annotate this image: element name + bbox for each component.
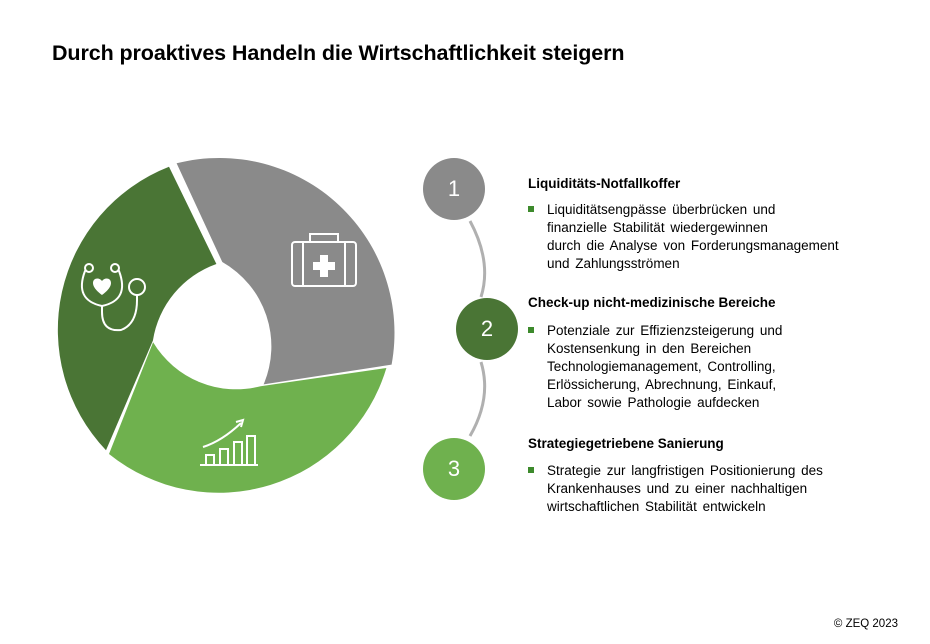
step-2-bullet-line: Labor sowie Pathologie aufdecken	[547, 395, 760, 410]
ring-segment-1	[177, 158, 395, 384]
step-3-number: 3	[447, 456, 461, 481]
page-title: Durch proaktives Handeln die Wirtschaftlichkeit steigern	[52, 41, 625, 65]
connector-arc-1-2	[470, 221, 485, 297]
step-1-title: Liquiditäts-Notfallkoffer	[528, 176, 681, 191]
step-3-bullet-line: Strategie zur langfristigen Positionierung des	[547, 463, 823, 478]
bullet-square-icon	[528, 327, 534, 333]
step-2-title: Check-up nicht-medizinische Bereiche	[528, 295, 776, 310]
step-1-number: 1	[447, 176, 461, 201]
step-1-bullet-line: und Zahlungsströmen	[547, 256, 680, 271]
step-1-bullet-line: finanzielle Stabilität wiedergewinnen	[547, 220, 768, 235]
step-3-bullet-line: wirtschaftlichen Stabilität entwickeln	[547, 499, 766, 514]
step-1-bullet-line: durch die Analyse von Forderungsmanagement	[547, 238, 839, 253]
step-2-bullet-line: Kostensenkung in den Bereichen	[547, 341, 752, 356]
step-1-circle	[423, 158, 485, 220]
step-3-title: Strategiegetriebene Sanierung	[528, 436, 724, 451]
step-2-bullet-line: Technologiemanagement, Controlling,	[547, 359, 776, 374]
step-3-bullet	[528, 462, 878, 516]
step-2-number: 2	[480, 316, 494, 341]
step-1-bullet	[528, 201, 878, 273]
step-2-bullet-line: Potenziale zur Effizienzsteigerung und	[547, 323, 783, 338]
step-2-bullet-line: Erlössicherung, Abrechnung, Einkauf,	[547, 377, 777, 392]
bullet-square-icon	[528, 206, 534, 212]
step-3-bullet-line: Krankenhauses und zu einer nachhaltigen	[547, 481, 808, 496]
step-3-circle	[423, 438, 485, 500]
copyright-notice: © ZEQ 2023	[833, 618, 898, 630]
step-2-circle	[456, 298, 518, 360]
connector-arc-2-3	[470, 362, 485, 436]
step-1-bullet-line: Liquiditätsengpässe überbrücken und	[547, 202, 776, 217]
step-2-bullet	[528, 322, 878, 412]
bullet-square-icon	[528, 467, 534, 473]
